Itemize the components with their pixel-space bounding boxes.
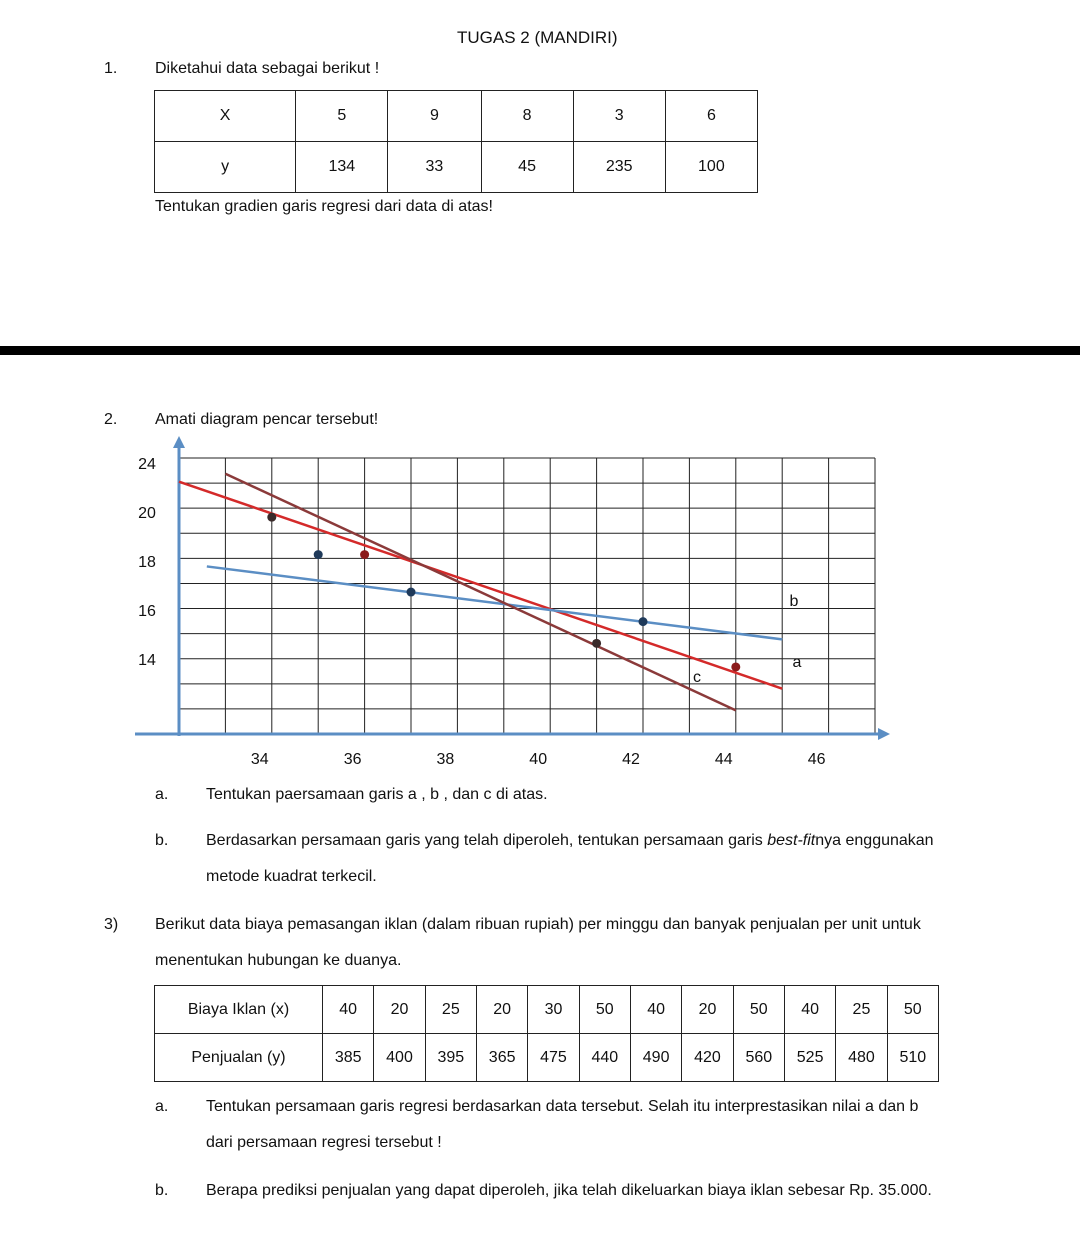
y-tick-label: 20 (138, 505, 156, 522)
q1-number: 1. (104, 60, 118, 77)
q3b-text: Berapa prediksi penjualan yang dapat diperoleh, jika telah dikeluarkan biaya iklan sebesar Rp. 35.000. (206, 1182, 932, 1199)
table-cell: 510 (887, 1034, 938, 1082)
point-b (407, 588, 416, 597)
q3a-text-line1: Tentukan persamaan garis regresi berdasarkan data tersebut. Selah itu interprestasikan nilai a dan b (206, 1098, 919, 1115)
q2a-text: Tentukan paersamaan garis a , b , dan c di atas. (206, 786, 548, 803)
table-cell: 395 (425, 1034, 476, 1082)
point-b (314, 550, 323, 559)
line-label-b: b (789, 593, 799, 610)
x-axis-arrow (878, 728, 890, 740)
q3b-label: b. (155, 1182, 169, 1199)
table-cell: 490 (630, 1034, 681, 1082)
table-cell: 50 (733, 986, 784, 1034)
table-cell: 100 (665, 142, 757, 193)
q1-table (154, 90, 758, 193)
q2b-label: b. (155, 832, 169, 849)
x-tick-label: 40 (529, 751, 548, 768)
table-cell: 20 (476, 986, 527, 1034)
point-a (731, 662, 740, 671)
q1-intro: Diketahui data sebagai berikut ! (155, 60, 380, 77)
page-title: TUGAS 2 (MANDIRI) (457, 28, 618, 47)
q2-intro: Amati diagram pencar tersebut! (155, 411, 379, 428)
table-row (155, 986, 939, 1034)
table-cell: 5 (296, 91, 388, 142)
table-cell: Penjualan (y) (155, 1034, 323, 1082)
table-cell: 45 (481, 142, 573, 193)
table-row (155, 91, 758, 142)
table-cell: 420 (682, 1034, 733, 1082)
y-axis-arrow (173, 436, 185, 448)
table-cell: 440 (579, 1034, 630, 1082)
scatter-chart (120, 432, 900, 772)
x-tick-label: 44 (714, 751, 733, 768)
x-tick-label: 46 (807, 751, 826, 768)
point-c (267, 513, 276, 522)
x-tick-label: 38 (436, 751, 455, 768)
table-cell: 30 (528, 986, 579, 1034)
y-tick-label: 18 (138, 554, 156, 571)
y-tick-label: 24 (138, 456, 156, 473)
table-cell: 385 (323, 1034, 374, 1082)
x-tick-label: 34 (250, 751, 269, 768)
x-tick-label: 36 (343, 751, 362, 768)
q3-intro-line1: Berikut data biaya pemasangan iklan (dalam ribuan rupiah) per minggu dan banyak penjualan per unit untuk (155, 916, 921, 933)
table-cell: 475 (528, 1034, 579, 1082)
point-c (592, 639, 601, 648)
table-cell: 20 (374, 986, 425, 1034)
y-tick-label: 16 (138, 603, 156, 620)
q3a-text-line2: dari persamaan regresi tersebut ! (206, 1134, 442, 1151)
line-b (207, 566, 782, 639)
q3-intro-line2: menentukan hubungan ke duanya. (155, 952, 402, 969)
table-cell: 50 (887, 986, 938, 1034)
line-c (225, 474, 735, 711)
table-cell: 400 (374, 1034, 425, 1082)
table-cell: 9 (388, 91, 481, 142)
table-cell: 6 (665, 91, 757, 142)
table-cell: X (155, 91, 296, 142)
table-cell: 8 (481, 91, 573, 142)
y-tick-label: 14 (138, 652, 156, 669)
chart-axes (135, 436, 890, 740)
table-cell: 134 (296, 142, 388, 193)
q3-table (154, 985, 939, 1082)
table-cell: 480 (836, 1034, 887, 1082)
table-row (155, 142, 758, 193)
section-divider (0, 346, 1080, 355)
q3-number: 3) (104, 916, 119, 933)
table-cell: 40 (630, 986, 681, 1034)
point-a (360, 550, 369, 559)
table-cell: 365 (476, 1034, 527, 1082)
table-cell: 560 (733, 1034, 784, 1082)
table-cell: 25 (836, 986, 887, 1034)
q3a-label: a. (155, 1098, 169, 1115)
q1-instruction: Tentukan gradien garis regresi dari data di atas! (155, 198, 493, 215)
q2b-text-line2: metode kuadrat terkecil. (206, 868, 377, 885)
table-row (155, 1034, 939, 1082)
q2b-text-part1: Berdasarkan persamaan garis yang telah diperoleh, tentukan persamaan garis (206, 832, 768, 849)
q2-number: 2. (104, 411, 118, 428)
table-cell: 40 (323, 986, 374, 1034)
line-label-a: a (792, 654, 802, 671)
table-cell: 525 (784, 1034, 835, 1082)
table-cell: 50 (579, 986, 630, 1034)
q2b-text-part2: nya enggunakan (815, 832, 934, 849)
table-cell: 25 (425, 986, 476, 1034)
line-a (179, 482, 782, 689)
table-cell: 20 (682, 986, 733, 1034)
table-cell: 40 (784, 986, 835, 1034)
table-cell: 33 (388, 142, 481, 193)
q2b-text (206, 832, 934, 850)
line-label-c: c (693, 669, 701, 686)
table-cell: y (155, 142, 296, 193)
table-cell: 3 (573, 91, 665, 142)
chart-series (179, 474, 802, 711)
q2a-label: a. (155, 786, 169, 803)
table-cell: 235 (573, 142, 665, 193)
table-cell: Biaya Iklan (x) (155, 986, 323, 1034)
point-b (639, 617, 648, 626)
q2b-text-italic: best-fit (767, 832, 816, 849)
x-tick-label: 42 (622, 751, 640, 768)
